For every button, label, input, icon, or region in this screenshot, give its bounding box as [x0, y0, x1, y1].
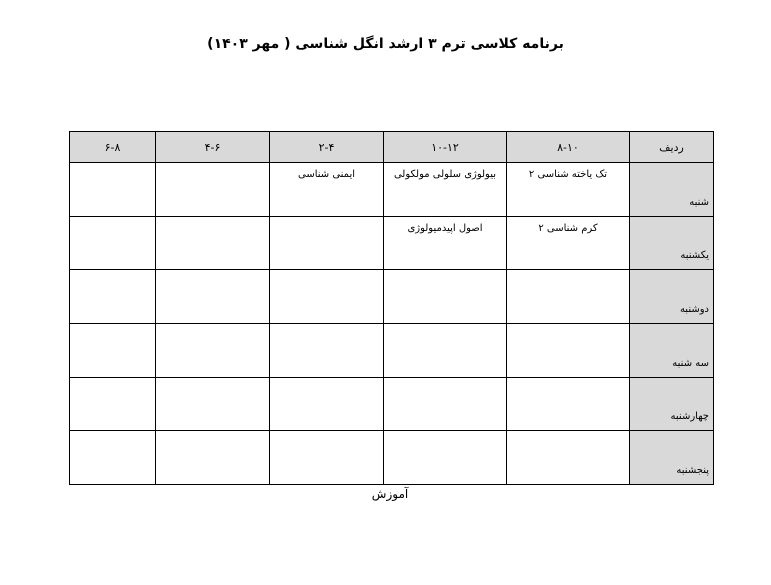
table-cell [270, 216, 384, 270]
table-cell [384, 377, 507, 431]
table-cell [507, 270, 630, 324]
table-cell [70, 216, 156, 270]
table-row [70, 323, 714, 377]
table-cell [270, 323, 384, 377]
table-row [70, 163, 714, 217]
header-slot-8-10: ۸-۱۰ [507, 132, 630, 163]
day-label: دوشنبه [630, 270, 714, 324]
table-cell: بیولوژی سلولی مولکولی [384, 163, 507, 217]
schedule-table [69, 131, 714, 485]
table-cell [507, 377, 630, 431]
day-label: پنجشنبه [630, 431, 714, 485]
table-cell [156, 163, 270, 217]
table-cell [270, 431, 384, 485]
table-cell [156, 270, 270, 324]
header-slot-4-6: ۴-۶ [156, 132, 270, 163]
table-cell [384, 323, 507, 377]
table-cell [70, 431, 156, 485]
page-title: برنامه کلاسی ترم ۳ ارشد انگل شناسی ( مهر ۱۴۰۳) [207, 36, 564, 52]
table-cell [70, 163, 156, 217]
table-cell [384, 431, 507, 485]
table-cell: کرم شناسی ۲ [507, 216, 630, 270]
table-cell: تک یاخته شناسی ۲ [507, 163, 630, 217]
header-slot-6-8: ۶-۸ [70, 132, 156, 163]
table-cell [270, 377, 384, 431]
table-cell [507, 323, 630, 377]
day-label: چهارشنبه [630, 377, 714, 431]
table-cell [507, 431, 630, 485]
day-label: سه شنبه [630, 323, 714, 377]
header-row [70, 132, 714, 163]
header-slot-10-12: ۱۰-۱۲ [384, 132, 507, 163]
table-cell [270, 270, 384, 324]
table-cell [156, 377, 270, 431]
table-cell [156, 216, 270, 270]
day-label: یکشنبه [630, 216, 714, 270]
table-cell [70, 323, 156, 377]
table-cell [384, 270, 507, 324]
footer-label: آموزش [371, 487, 409, 501]
table-cell [70, 270, 156, 324]
table-row [70, 377, 714, 431]
table-cell: اصول اپیدمیولوژی [384, 216, 507, 270]
table-cell: ایمنی شناسی [270, 163, 384, 217]
table-row [70, 216, 714, 270]
header-row-label: ردیف [630, 132, 714, 163]
table-row [70, 270, 714, 324]
header-slot-2-4: ۲-۴ [270, 132, 384, 163]
table-cell [70, 377, 156, 431]
day-label: شنبه [630, 163, 714, 217]
table-row [70, 431, 714, 485]
table-cell [156, 323, 270, 377]
table-cell [156, 431, 270, 485]
